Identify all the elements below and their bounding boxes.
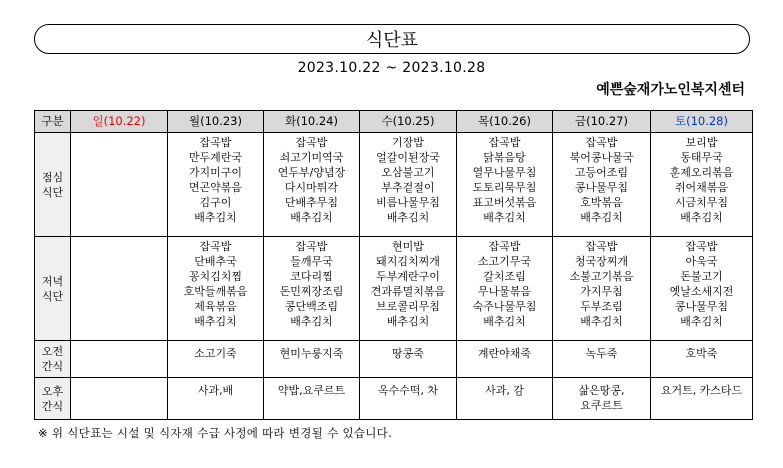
menu-item: 연두부/양념장 [277,166,346,179]
menu-item: 현미밥 [392,240,424,253]
menu-item: 아욱국 [685,255,718,268]
menu-item: 잡곡밥 [488,136,521,149]
menu-item: 콩나물무침 [674,300,729,313]
menu-item: 배추김치 [194,315,237,328]
menu-cell [360,237,457,341]
menu-item: 녹두죽 [585,347,618,360]
menu-item: 브로콜리무침 [376,300,440,313]
row-label-line: 점심 [41,170,64,184]
date-range: 2023.10.22 ~ 2023.10.28 [297,60,486,76]
menu-cell [168,378,264,420]
morning-snack-row [35,341,753,378]
menu-item: 잡곡밥 [585,240,618,253]
menu-item: 소불고기볶음 [569,270,634,283]
row-label-line: 저녁 [41,274,64,288]
row-label-line: 간식 [41,360,64,373]
menu-item: 옥수수떡, 차 [377,384,439,397]
menu-item: 단배추국 [194,255,237,268]
menu-item: 시금치무침 [674,196,729,209]
menu-item: 갈치조림 [483,270,526,283]
row-label [35,341,71,378]
menu-cell [360,341,457,378]
menu-item: 숙주나물무침 [472,300,537,313]
menu-item: 호박죽 [685,347,718,360]
menu-cell [553,237,651,341]
dinner-row [35,237,753,341]
menu-item: 삶은땅콩, [578,384,625,397]
menu-item: 잡곡밥 [488,240,521,253]
organization-name: 예쁜숲재가노인복지센터 [596,82,745,98]
menu-cell [168,341,264,378]
menu-item: 호박볶음 [580,196,623,209]
menu-item: 사과,배 [197,384,234,397]
menu-item: 쇠고기미역국 [279,151,344,164]
menu-cell [553,133,651,237]
menu-item: 현미누룽지죽 [279,347,344,360]
menu-cell [457,237,553,341]
menu-item: 돈불고기 [680,270,723,283]
menu-cell [264,237,360,341]
menu-item: 청국장찌개 [574,255,629,268]
menu-cell [71,378,168,420]
menu-item: 단배추무침 [284,196,339,209]
footnote: ※ 위 식단표는 시설 및 식자재 수급 사정에 따라 변경될 수 있습니다. [38,426,393,440]
menu-item: 오삼불고기 [381,166,435,179]
menu-cell [264,341,360,378]
menu-item: 배추김치 [483,315,526,328]
menu-item: 들깨무국 [290,255,333,268]
menu-item: 부추겉절이 [381,181,435,194]
menu-cell [457,133,553,237]
menu-item: 배추김치 [290,315,333,328]
menu-item: 제육볶음 [194,300,237,313]
menu-item: 잡곡밥 [199,136,232,149]
menu-item: 잡곡밥 [295,136,328,149]
day-header-thu: 목(10.26) [457,111,553,133]
row-label-line: 오전 [41,345,64,358]
menu-item: 약밥,요쿠르트 [277,384,346,397]
menu-cell [264,378,360,420]
row-label-line: 오후 [41,384,64,398]
menu-cell [168,237,264,341]
menu-item: 잡곡밥 [685,240,718,253]
menu-item: 훈제오리볶음 [669,166,734,179]
menu-item: 견과류멸치볶음 [370,285,446,298]
menu-item: 고등어조림 [574,166,629,179]
menu-cell [651,237,753,341]
menu-item: 배추김치 [194,211,237,224]
menu-item: 김구이 [199,196,232,209]
row-label [35,378,71,420]
menu-item: 배추김치 [580,211,623,224]
menu-item: 콩나물무침 [574,181,629,194]
menu-item: 배추김치 [483,211,526,224]
menu-item: 비름나물무침 [376,196,440,209]
menu-item: 배추김치 [386,315,430,328]
menu-cell [651,378,753,420]
day-header-sat: 토(10.28) [651,111,753,133]
menu-item: 땅콩죽 [392,347,424,360]
menu-item: 북어콩나물국 [569,151,634,164]
menu-item: 배추김치 [680,211,723,224]
menu-item: 면곤약볶음 [188,181,243,194]
menu-cell [71,133,168,237]
menu-item: 요거트, 카스타드 [660,384,743,397]
menu-item: 무나물볶음 [477,285,532,298]
menu-item: 콩단백조림 [284,300,339,313]
menu-item: 잡곡밥 [295,240,328,253]
menu-item: 가지미구이 [188,166,243,179]
menu-item: 닭볶음탕 [483,151,526,164]
menu-cell [457,341,553,378]
menu-cell [360,133,457,237]
menu-item: 두부조림 [580,300,623,313]
menu-item: 쥐어채볶음 [674,181,729,194]
menu-item: 배추김치 [386,211,430,224]
header-row [35,111,753,133]
menu-item: 기장밥 [392,136,424,149]
menu-item: 배추김치 [290,211,333,224]
menu-cell [360,378,457,420]
row-label-line: 식단 [41,185,64,199]
day-header-mon: 월(10.23) [168,111,264,133]
menu-cell [71,341,168,378]
menu-cell [457,378,553,420]
menu-item: 잡곡밥 [199,240,232,253]
page-title [34,24,750,54]
day-header-wed: 수(10.25) [360,111,457,133]
menu-item: 배추김치 [680,315,723,328]
page-title-text: 식단표 [365,30,419,51]
menu-item: 돼지김치찌개 [376,255,440,268]
menu-cell [71,237,168,341]
menu-cell [553,378,651,420]
corner-header: 구분 [35,111,71,133]
menu-item: 잡곡밥 [585,136,618,149]
day-header-sun: 일(10.22) [71,111,168,133]
afternoon-snack-row [35,378,753,420]
day-header-fri: 금(10.27) [553,111,651,133]
menu-item: 돈민찌장조림 [279,285,344,298]
menu-item: 배추김치 [580,315,623,328]
menu-item: 얼갈이된장국 [376,151,440,164]
menu-item: 두부계란구이 [376,270,440,283]
row-label-line: 간식 [41,399,64,413]
menu-item: 계란야채죽 [477,347,532,360]
menu-cell [168,133,264,237]
lunch-row [35,133,753,237]
menu-item: 도토리묵무침 [472,181,537,194]
menu-item: 만두계란국 [188,151,243,164]
menu-item: 다시마튀각 [284,181,339,194]
menu-item: 꽁치김치찜 [188,270,243,283]
row-label-line: 식단 [41,289,64,303]
menu-item: 소고기죽 [194,347,237,360]
day-header-tue: 화(10.24) [264,111,360,133]
menu-item: 동태무국 [680,151,723,164]
menu-cell [651,133,753,237]
menu-item: 소고기무국 [477,255,532,268]
menu-item: 사과, 감 [485,384,524,397]
row-label [35,237,71,341]
menu-item: 표고버섯볶음 [472,196,537,209]
row-label [35,133,71,237]
menu-item: 옛날소세지전 [669,285,734,298]
menu-item: 열무나물무침 [472,166,537,179]
menu-table [34,110,753,420]
menu-item: 가지무침 [580,285,623,298]
menu-cell [553,341,651,378]
menu-item: 요쿠르트 [580,399,623,412]
menu-cell [264,133,360,237]
menu-item: 호박들깨볶음 [183,285,248,298]
menu-item: 코다리찜 [290,270,333,283]
menu-item: 보리밥 [685,136,718,149]
menu-cell [651,341,753,378]
